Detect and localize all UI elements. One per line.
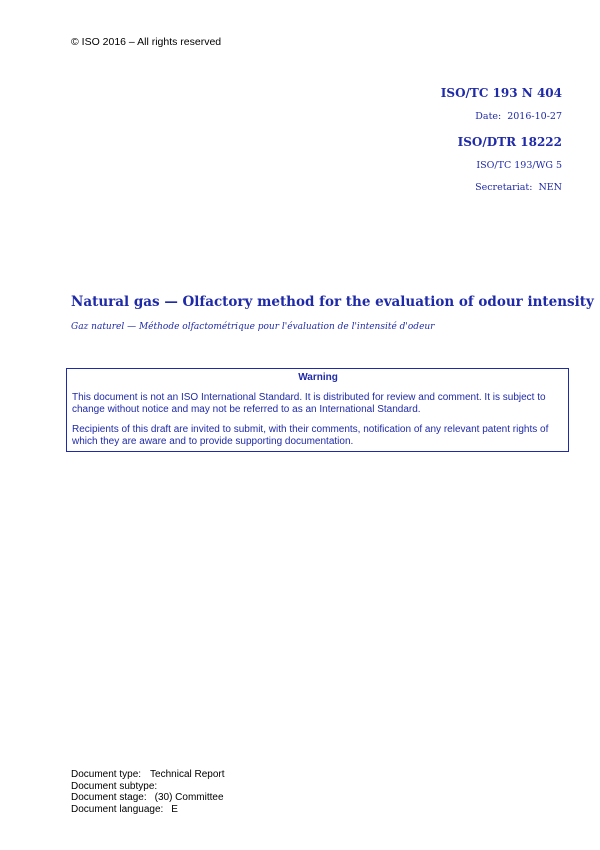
document-stage-label: Document stage: [71, 792, 147, 803]
warning-paragraph-2: Recipients of this draft are invited to submit, with their comments, notification of any relevant patent rights of which they are aware and to provide supporting documentation. [72, 424, 549, 447]
date-value: 2016-10-27 [507, 111, 562, 122]
document-date [475, 111, 562, 122]
date-label: Date: [475, 111, 502, 122]
document-subtype-label: Document subtype: [71, 780, 158, 792]
document-type-value: Technical Report [150, 769, 225, 780]
secretariat-value: NEN [538, 182, 562, 193]
secretariat-label: Secretariat: [475, 182, 533, 193]
warning-heading: Warning [298, 372, 338, 383]
document-language-row [71, 804, 225, 816]
document-language-value: E [171, 803, 178, 815]
document-stage-row [71, 792, 225, 804]
warning-box [66, 368, 569, 452]
document-title: Natural gas — Olfactory method for the evaluation of odour intensity [71, 294, 594, 310]
copyright-notice: © ISO 2016 – All rights reserved [71, 36, 222, 48]
document-stage-value: (30) Committee [154, 792, 224, 803]
working-group: ISO/TC 193/WG 5 [476, 160, 562, 171]
dtr-document-number: ISO/DTR 18222 [457, 135, 562, 149]
document-language-label: Document language: [71, 803, 164, 815]
document-type-row [71, 769, 225, 781]
secretariat [475, 182, 562, 193]
document-info [71, 769, 225, 815]
document-subtype-row [71, 781, 225, 793]
warning-paragraph-1: This document is not an ISO International Standard. It is distributed for review and comment. It is subject to change without notice and may not be referred to as an International Standard. [72, 392, 546, 415]
document-type-label: Document type: [71, 769, 142, 780]
tc-document-number: ISO/TC 193 N 404 [440, 86, 562, 100]
document-subtitle-french: Gaz naturel — Méthode olfactométrique pour l'évaluation de l'intensité d'odeur [71, 322, 435, 332]
